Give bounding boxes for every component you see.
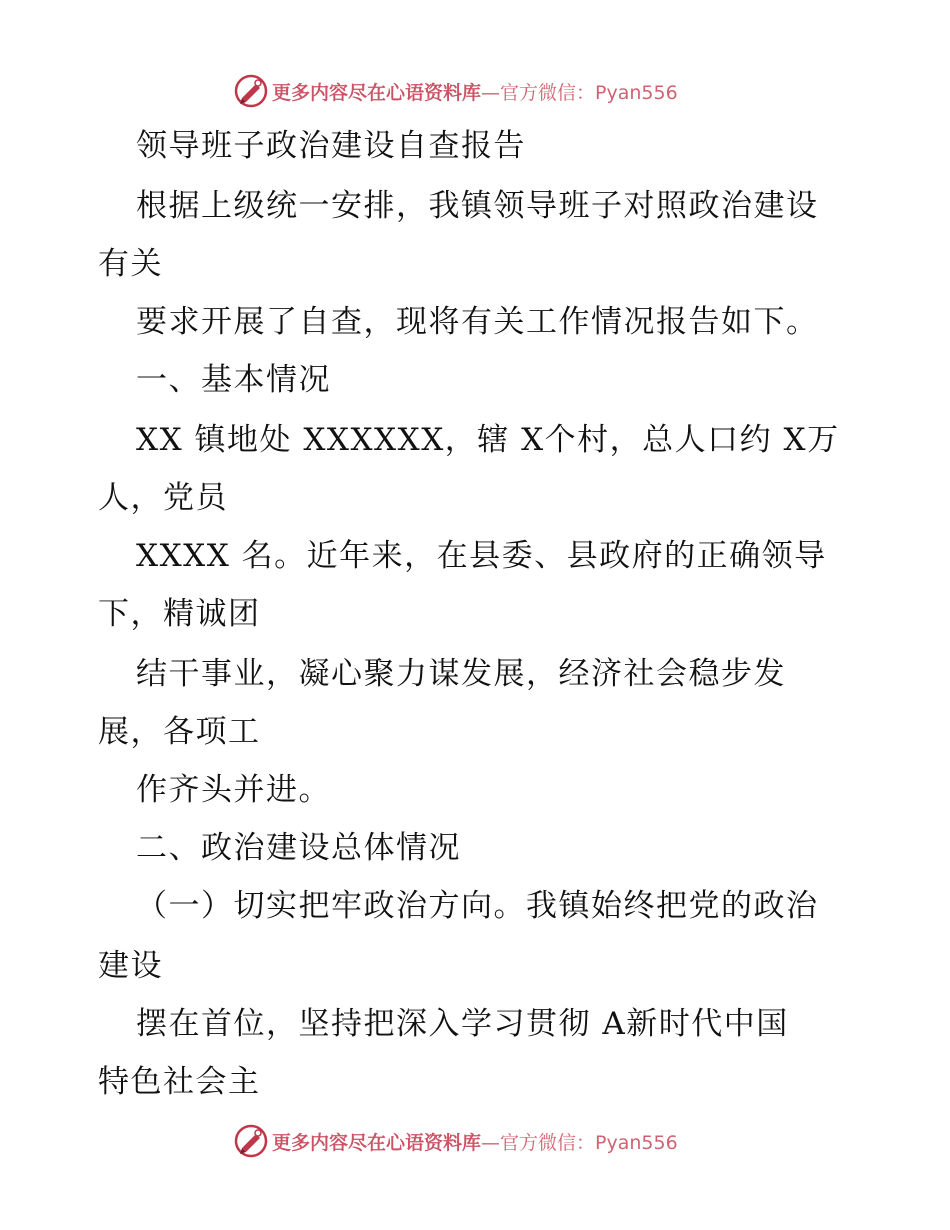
paragraph-line: 建设 <box>98 948 163 984</box>
document-title: 领导班子政治建设自查报告 <box>136 128 526 164</box>
paragraph-line: 展，各项工 <box>98 714 261 750</box>
watermark-text <box>272 78 678 105</box>
header-watermark <box>234 74 678 108</box>
section-heading: 一、基本情况 <box>136 362 331 398</box>
watermark-separator: — <box>481 1131 501 1154</box>
pen-logo-icon <box>234 74 268 108</box>
section-heading: 二、政治建设总体情况 <box>136 830 461 866</box>
paragraph-line: 结干事业，凝心聚力谋发展，经济社会稳步发 <box>136 656 786 692</box>
paragraph-line: XXXX 名。近年来，在县委、县政府的正确领导 <box>136 538 827 574</box>
watermark-separator: — <box>481 81 501 104</box>
watermark-brand: 更多内容尽在心语资料库 <box>272 81 482 104</box>
paragraph-line: 作齐头并进。 <box>136 772 331 808</box>
pen-logo-icon <box>234 1124 268 1158</box>
watermark-brand: 更多内容尽在心语资料库 <box>272 1131 482 1154</box>
footer-watermark <box>234 1124 678 1158</box>
paragraph-line: 人，党员 <box>98 480 228 516</box>
watermark-contact: 官方微信：Pyan556 <box>500 81 678 104</box>
paragraph-line: 要求开展了自查，现将有关工作情况报告如下。 <box>136 304 819 340</box>
watermark-text <box>272 1128 678 1155</box>
paragraph-line: 摆在首位，坚持把深入学习贯彻 A新时代中国 <box>136 1006 789 1042</box>
paragraph-line: 特色社会主 <box>98 1064 261 1100</box>
paragraph-line: 有关 <box>98 246 163 282</box>
paragraph-line: （一）切实把牢政治方向。我镇始终把党的政治 <box>136 888 819 924</box>
paragraph-line: XX 镇地处 XXXXXX，辖 X个村，总人口约 X万 <box>136 422 840 458</box>
paragraph-line: 下，精诚团 <box>98 596 261 632</box>
watermark-contact: 官方微信：Pyan556 <box>500 1131 678 1154</box>
paragraph-line: 根据上级统一安排，我镇领导班子对照政治建设 <box>136 188 819 224</box>
